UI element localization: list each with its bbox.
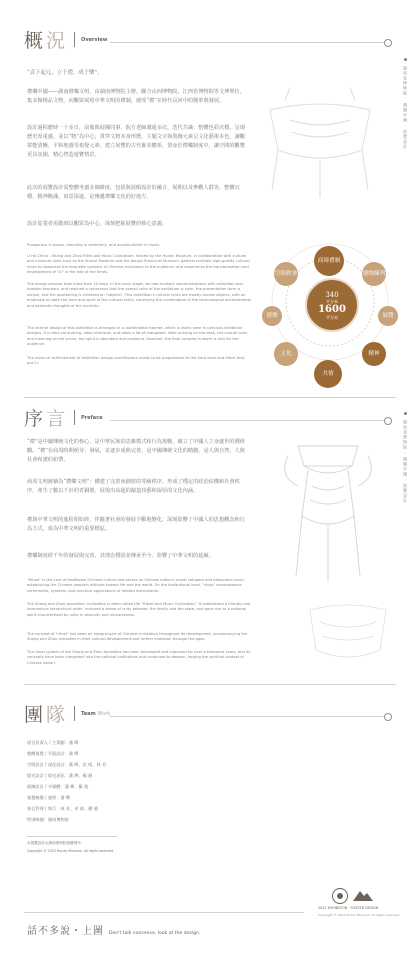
- bronze-vessel-illustration: [250, 80, 390, 200]
- center-stat-circle: [305, 278, 359, 332]
- bubble-node: 器物陳列: [362, 262, 386, 286]
- team-rule: [110, 716, 390, 717]
- team-row: 整體視覺 / 平面設計：潘 輝: [27, 751, 79, 756]
- preface-cn-paragraph: 禮與中華文明的進程相始終，伴隨著社會的發展不斷地變化，深刻影響了中國人的思想觀念和行為方式，成為中華文明的重要標誌。: [27, 517, 245, 532]
- title-divider: [74, 32, 75, 47]
- bubble-node: 禮樂: [262, 306, 282, 326]
- team-title-en: Team Work: [81, 710, 111, 717]
- footer-rule: [24, 912, 304, 913]
- bubble-node: 商周禮制: [314, 246, 344, 276]
- overview-rule: [110, 42, 390, 43]
- title-divider: [74, 410, 75, 425]
- center-stat-top: 340: [325, 290, 339, 299]
- overview-title: 概況: [24, 30, 69, 52]
- preface-cn-paragraph: 禮樂制度經千年的發展與完善，其理念穩固並傳承至今，影響了中華文明的延續。: [27, 553, 214, 559]
- overview-en-quote: Prosperous in peace, standing in ceremony, and accomplished in music.: [27, 243, 161, 247]
- preface-cn-paragraph: 商周文明被稱為“禮樂文明”：構建了完善而細密的等級秩序，形成了穩定的政治結構和社會秩序，產生了數以千計的青銅器，展現出高超的鑄造技藝和深厚的文化內涵。: [27, 479, 240, 494]
- overview-header: [24, 26, 107, 53]
- preface-en-paragraph: "Ritual" is the core of traditional Chinese culture and serves as Chinese nation's moral compass and behavioral norm, establishing the Chinese people's attitude toward life and the world. On the institutional level, "ritual" encompasses ceremonies, systems, and practical applications of related instruments.: [27, 578, 245, 593]
- bubble-node: 精神: [362, 342, 386, 366]
- team-row: 燈光設計 / 燈光深化：潘 輝、楊 靜: [27, 773, 93, 778]
- preface-en-paragraph: The ritual system of the Shang and Zhou dynasties has been developed and improved for over a thousand years, and its concepts have been integrated into the national institutions and continued to deepen, forging the spiritual context of Chinese nation.: [27, 650, 251, 665]
- preface-cn-paragraph: “禮”是中國傳統文化的核心，是中華民族的思維模式和行為規範，確立了中國人立身處世的價值觀。“禮”在商周時期萌芽、發展，並逐步成熟完善，是中國傳統文化的精髓，是人與自然、人與社會和諧的紐帶。: [27, 439, 245, 463]
- overview-side-label: 湖南省博物院 · 禮樂中國 · 展覽設計: [403, 66, 408, 150]
- emblem-logo: [332, 888, 348, 904]
- team-footnote: 本展覽設計由湖南博物院授權發布: [27, 841, 81, 845]
- title-divider: [74, 706, 75, 721]
- preface-rule: [110, 420, 390, 421]
- rule-ornament: [384, 39, 392, 47]
- rule-ornament: [384, 713, 392, 721]
- preface-side-label: 湖南省博物院 · 禮樂中國 · 展覽設計: [403, 420, 408, 504]
- overview-en-paragraph: Li Ho China - Shang and Zhou Rites and Music Civilization, hosted by the Hunan Museum, in collaboration with cultural and museum units such as the Shanxi Museum and the Jiangxi Provincial Museum, gathers multiple high-quality cultural relics to showcase the etiquette systems of Chinese civilization to the audience, and experience the transformation and development of "Li" in the tide of the times.: [27, 254, 250, 275]
- preface-en-paragraph: The Shang and Zhou dynasties' civilization is often called the "Ritual and Music Civilization." It established a friendly and harmonious hierarchical order, nurtured a sense of unity between the family and the state, and gave rise to a national spirit characterized by unity in diversity and inclusiveness.: [27, 602, 251, 617]
- slogan-en: Don't talk nonsense, look at the design.: [109, 931, 201, 936]
- overview-en-paragraph: The vision of achievement of exhibition design practitioners needs to be proportional to the hard work and effort they put in.: [27, 356, 245, 366]
- preface-title-en: Preface: [81, 414, 103, 421]
- center-stat-top-note: 平方米: [326, 298, 338, 304]
- footer-caption: 2022 EXHIBITION · POSTER DESIGN: [318, 906, 379, 910]
- overview-en-paragraph: The design process took more than 10 days. In the early stage, we had multiple communications with exhibition and hospital teachers, and reached a consensus that the overall color of the exhibition is calm, the presentation form is simple, and the positioning is centered on "objects". This exhibition's cultural relics are mostly bronze objects, with an emphasis on both the form and spirit of the cultural relics, conveying the combination of the technological achievements and aesthetic thoughts of the ancients.: [27, 282, 251, 308]
- team-row: 空間設計 / 深化設計：潘 輝、佐 晴、林 若: [27, 762, 107, 767]
- preface-en-paragraph: The concept of "ritual" has been an integral part of Chinese civilization throughout its development, accompanying the Shang and Zhou dynasties in their cultural development and further evolution through the ages.: [27, 632, 248, 642]
- center-stat-main: 1600: [318, 303, 346, 315]
- overview-cn-paragraph: 設計過程歷時一十多日，前後與展陳同事、院方老師溝通多次，迭代共識：整體色彩沉穩，呈現歷史厚重感，並以“物”為中心，貫穿文物本身形態，主題文字與裝飾元素呈文化藝術本色，讓觀眾能清晰、平和地感受視覺元素，建立展覽的古代審美體系，置身於禮樂制度中，讓空間的觀覽更具氛圍，精心營造遊覽情景。: [27, 125, 245, 158]
- team-footnote-rule: [27, 836, 117, 837]
- center-stat-bottom: 平方米: [326, 314, 338, 320]
- bubble-node: 空間敘事: [274, 262, 298, 286]
- side-dot: [404, 412, 407, 415]
- bubble-node: 展覽: [378, 306, 398, 326]
- section-divider: [24, 397, 396, 398]
- overview-quote: “貞下起元，立于禮，成于樂”。: [27, 70, 103, 76]
- bronze-fragment-illustration: [300, 600, 396, 680]
- team-row: 項目負責人 / 主策劃：潘 輝: [27, 740, 79, 745]
- overview-en-paragraph: The interior design of this exhibition is arranged in a coordinated manner, which is rarely seen in previous exhibition designs. It is time-consuming, labor-intensive, and takes a lot of manpower. After arriving on the desk, the overall color and meaning on the scene, the spirit is abundant and profound. However, the final complex is worth a visit for the audience.: [27, 326, 248, 347]
- preface-title: 序言: [24, 408, 69, 430]
- overview-cn-paragraph: 禮樂中國——湖南禮樂文明，由湖南博物院主辦，聯合山西博物院、江西省博物院等文博單位，集多館精品文物，向觀眾展現中華文明的禮制，感受“禮”在時代長河中的變革與發展。: [27, 89, 245, 104]
- slogan-cn: 話不多說・上圖: [27, 926, 104, 937]
- overview-cn-paragraph: 設計從業者需做到以觀眾為中心，深刻把握展覽的核心意義。: [27, 221, 168, 227]
- bubble-node: 共情: [314, 360, 342, 388]
- mountain-logo-icon: [352, 888, 374, 902]
- team-row: 視覺統籌 / 運營：潘 輝: [27, 795, 71, 800]
- footer-slogan: [27, 922, 201, 937]
- side-dot: [404, 58, 407, 61]
- overview-cn-paragraph: 此次的展覽設計需整體考慮多個維度，包括與展館設計的融合、展期以及參觀人群等，整體沉穩，精神飽滿，寓意深遠，是傳遞禮樂文化的好地方。: [27, 185, 240, 200]
- ritual-vessel-illustration: [268, 436, 388, 586]
- footer-copyright: Copyright © 2023 Hunan Museum. All rights reserved.: [318, 913, 400, 917]
- team-header: [24, 700, 110, 727]
- team-copyright: Copyright © 2023 Hunan Museum. All rights reserved.: [27, 849, 115, 853]
- section-divider: [24, 684, 396, 685]
- bubble-node: 文化: [274, 342, 298, 366]
- overview-title-en: Overview: [81, 36, 108, 43]
- team-company-line: 特別鳴謝：湖南博物院: [27, 817, 69, 822]
- preface-header: [24, 404, 102, 431]
- rule-ornament: [384, 417, 392, 425]
- team-row: 項目管理 / 執行：林 若、卓 倩、楊 靜: [27, 806, 98, 811]
- team-row: 展陳設計 / 多媒體：潘 輝、羅 俊: [27, 784, 89, 789]
- team-title: 團隊: [24, 704, 69, 726]
